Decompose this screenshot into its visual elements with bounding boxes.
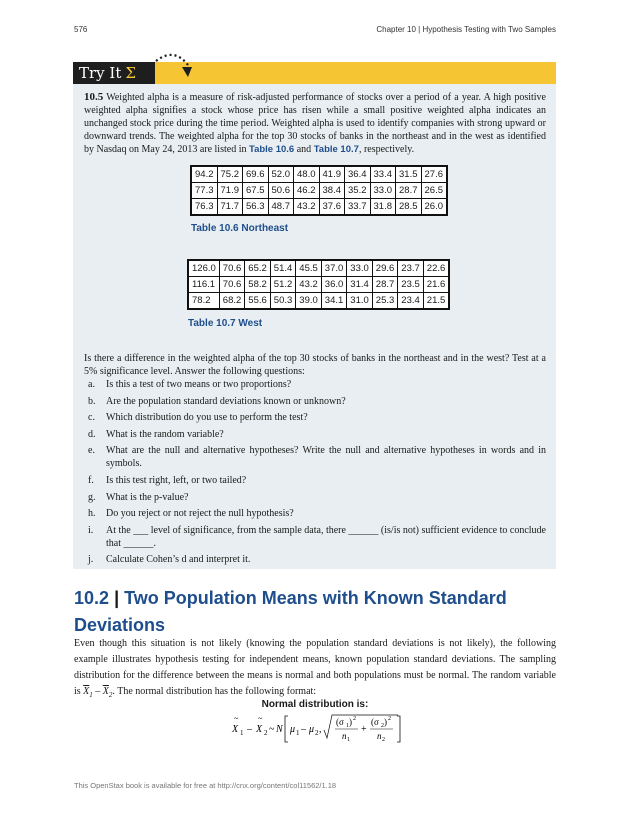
west-table [187, 259, 450, 310]
table-cell: 37.6 [319, 199, 345, 216]
svg-text:n: n [342, 731, 347, 741]
question-text: What is the random variable? [106, 428, 224, 440]
exercise-body: Weighted alpha is a measure of risk-adjusted performance of stocks over a period of a year. A high positive weighted alpha signifies a stock whose price has risen while a small positive weighted alpha indicates an unchanged stock price during the time period. Weighted alpha is used to identify companies with strong upward or downward trends. The weighted alpha for the top 30 stocks of banks in the northeast and in the west as identified by Nasdaq on May 24, 2013 are listed in [84, 92, 546, 155]
table-row [191, 183, 447, 199]
question-text: Do you reject or not reject the null hypothesis? [106, 508, 294, 520]
svg-text:2: 2 [315, 729, 319, 737]
table-row [188, 293, 449, 310]
table-cell: 94.2 [191, 166, 217, 183]
normal-distribution-label: Normal distribution is: [261, 699, 369, 710]
svg-text:–: – [301, 724, 306, 735]
table-cell: 31.0 [347, 293, 373, 310]
question-text: At the ___ level of significance, from the sample data, there ______ (is/is not) sufficient evidence to conclude that ______. [106, 524, 546, 549]
table-cell: 67.5 [243, 183, 269, 199]
table-cell: 51.2 [270, 277, 296, 293]
table-cell: 71.9 [217, 183, 243, 199]
svg-text:X: X [232, 724, 239, 735]
table-cell: 25.3 [372, 293, 398, 310]
table-10-6-link[interactable]: Table 10.6 [248, 144, 295, 155]
table-cell: 76.3 [191, 199, 217, 216]
exercise-text [84, 91, 546, 156]
question-text: What is the p-value? [106, 491, 189, 503]
page-number: 576 [74, 25, 88, 34]
question-item [84, 395, 546, 408]
table-cell: 27.6 [421, 166, 447, 183]
svg-text:+: + [361, 724, 367, 735]
svg-text:~: ~ [269, 724, 275, 735]
section-title: Two Population Means with Known Standard Deviations [74, 588, 507, 635]
northeast-table [190, 165, 448, 216]
table-cell: 33.4 [370, 166, 396, 183]
table-row [191, 166, 447, 183]
table-cell: 34.1 [321, 293, 347, 310]
svg-text:(σ: (σ [371, 717, 379, 727]
table-cell: 68.2 [219, 293, 245, 310]
northeast-caption: Table 10.6 Northeast [191, 223, 289, 234]
svg-text:2: 2 [353, 716, 356, 722]
question-text: Calculate Cohen’s d and interpret it. [106, 554, 251, 566]
question-item [84, 411, 546, 424]
section-number: 10.2 [74, 588, 110, 608]
svg-text:2: 2 [264, 729, 268, 737]
body-text-1: Even though this situation is not likely (knowing the population standard deviations is not likely), the following example illustrates hypothesis testing for independent means, known population standard deviations. The sampling distribution for the difference between the means is normal and both populations must be normal. The random variable is [74, 638, 556, 697]
question-intro: Is there a difference in the weighted alpha of the top 30 stocks of banks in the northeast and in the west? Test at a 5% significance level. Answer the following questions: [84, 353, 546, 377]
question-letter: e. [88, 445, 95, 457]
random-variable-expr: $\overline{X}_1 - \overline{X}_2$ [83, 686, 113, 699]
west-caption: Table 10.7 West [188, 318, 263, 329]
table-cell: 38.4 [319, 183, 345, 199]
svg-text:n: n [377, 731, 382, 741]
svg-text:): ) [349, 717, 352, 727]
and-text: and [296, 144, 312, 155]
section-body [74, 636, 556, 703]
question-item [84, 524, 546, 550]
question-list [84, 378, 546, 570]
svg-text:1: 1 [347, 737, 350, 743]
section-heading [74, 585, 554, 639]
question-item [84, 378, 546, 391]
svg-text:(σ: (σ [336, 717, 344, 727]
svg-text:2: 2 [381, 723, 384, 729]
table-cell: 28.5 [396, 199, 422, 216]
question-item [84, 428, 546, 441]
table-cell: 71.7 [217, 199, 243, 216]
question-letter: j. [88, 554, 94, 566]
table-cell: 23.5 [398, 277, 424, 293]
normal-distribution-formula [230, 712, 410, 746]
svg-text:–: – [247, 724, 252, 735]
question-text: Are the population standard deviations known or unknown? [106, 395, 346, 407]
table-row [191, 199, 447, 216]
question-item [84, 507, 546, 520]
question-text: Which distribution do you use to perform the test? [106, 412, 308, 424]
table-cell: 43.2 [296, 277, 322, 293]
table-cell: 41.9 [319, 166, 345, 183]
table-10-7-link[interactable]: Table 10.7 [313, 144, 359, 155]
question-letter: c. [88, 412, 95, 424]
svg-text:2: 2 [382, 737, 385, 743]
question-letter: f. [88, 474, 94, 486]
table-cell: 45.5 [296, 260, 322, 277]
svg-text:~: ~ [258, 714, 263, 723]
table-cell: 23.4 [398, 293, 424, 310]
svg-text:N: N [276, 724, 283, 735]
table-cell: 31.8 [370, 199, 396, 216]
table-cell: 55.6 [245, 293, 271, 310]
table-cell: 26.5 [421, 183, 447, 199]
table-cell: 70.6 [219, 277, 245, 293]
table-row [188, 277, 449, 293]
table-cell: 70.6 [219, 260, 245, 277]
table-cell: 69.6 [243, 166, 269, 183]
question-letter: d. [88, 428, 96, 440]
svg-text:1: 1 [346, 723, 349, 729]
table-cell: 56.3 [243, 199, 269, 216]
svg-text:X: X [256, 724, 263, 735]
table-cell: 37.0 [321, 260, 347, 277]
table-cell: 51.4 [270, 260, 296, 277]
table-cell: 21.6 [423, 277, 449, 293]
table-cell: 48.7 [268, 199, 294, 216]
table-cell: 31.5 [396, 166, 422, 183]
svg-text:μ: μ [309, 724, 315, 735]
dotted-arrow-icon [152, 51, 197, 83]
try-it-text: Try It [79, 64, 122, 82]
exercise-number: 10.5 [84, 91, 104, 103]
svg-text:,: , [319, 724, 322, 735]
table-cell: 22.6 [423, 260, 449, 277]
table-cell: 77.3 [191, 183, 217, 199]
table-cell: 29.6 [372, 260, 398, 277]
question-item [84, 474, 546, 487]
question-letter: b. [88, 395, 96, 407]
table-cell: 46.2 [294, 183, 320, 199]
exercise-end: , respectively. [358, 144, 415, 155]
table-cell: 52.0 [268, 166, 294, 183]
table-cell: 65.2 [245, 260, 271, 277]
svg-text:~: ~ [234, 714, 239, 723]
table-row [188, 260, 449, 277]
question-text: Is this test right, left, or two tailed? [106, 474, 247, 486]
table-cell: 23.7 [398, 260, 424, 277]
body-text-2: . The normal distribution has the following format: [112, 686, 317, 697]
question-text: Is this a test of two means or two proportions? [106, 379, 292, 390]
table-cell: 36.0 [321, 277, 347, 293]
table-cell: 28.7 [396, 183, 422, 199]
table-cell: 43.2 [294, 199, 320, 216]
table-cell: 48.0 [294, 166, 320, 183]
table-cell: 21.5 [423, 293, 449, 310]
svg-text:1: 1 [240, 729, 244, 737]
table-cell: 28.7 [372, 277, 398, 293]
table-cell: 33.0 [347, 260, 373, 277]
footer-note: This OpenStax book is available for free at http://cnx.org/content/col11562/1.18 [74, 781, 337, 790]
chapter-header: Chapter 10 | Hypothesis Testing with Two Samples [376, 25, 556, 34]
question-letter: a. [88, 379, 95, 390]
sigma-icon: Σ [125, 64, 136, 82]
table-cell: 31.4 [347, 277, 373, 293]
svg-text:): ) [384, 717, 387, 727]
question-letter: i. [88, 524, 94, 536]
question-letter: h. [88, 508, 96, 520]
section-separator: | [114, 588, 120, 608]
table-cell: 126.0 [188, 260, 219, 277]
table-cell: 50.3 [270, 293, 296, 310]
table-cell: 35.2 [345, 183, 371, 199]
table-cell: 26.0 [421, 199, 447, 216]
svg-text:1: 1 [296, 729, 300, 737]
question-item [84, 553, 546, 566]
question-letter: g. [88, 491, 96, 503]
table-cell: 50.6 [268, 183, 294, 199]
try-it-label [73, 62, 155, 84]
table-cell: 75.2 [217, 166, 243, 183]
table-cell: 58.2 [245, 277, 271, 293]
svg-text:μ: μ [290, 724, 296, 735]
question-item [84, 444, 546, 470]
question-item [84, 491, 546, 504]
table-cell: 39.0 [296, 293, 322, 310]
svg-text:2: 2 [388, 716, 391, 722]
question-text: What are the null and alternative hypotheses? Write the null and alternative hypotheses in words and in symbols. [106, 445, 546, 470]
table-cell: 78.2 [188, 293, 219, 310]
table-cell: 116.1 [188, 277, 219, 293]
table-cell: 33.7 [345, 199, 371, 216]
table-cell: 33.0 [370, 183, 396, 199]
table-cell: 36.4 [345, 166, 371, 183]
